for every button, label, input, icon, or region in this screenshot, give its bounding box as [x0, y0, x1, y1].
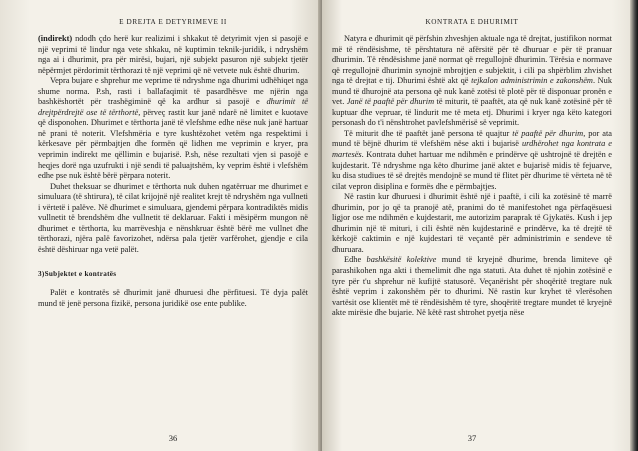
- right-body-text: [332, 34, 612, 319]
- scan-shadow-right: [630, 0, 638, 451]
- left-page-number: 36: [168, 433, 178, 443]
- left-running-header: E DREJTA E DETYRIMEVE II: [119, 18, 227, 26]
- left-paragraph-3: Duhet theksuar se dhurimet e tërthorta nuk duhen ngatërruar me dhurimet e simuluara (të shtirura), të cilat krijojnë një realitet krejt të ndryshëm nga vullneti i vërtetë i palëve. Në dhurimet e simuluara, gjendemi përpara kontradiktës midis vullnetit të brendshëm dhe vullnetit të deklaruar. Fakti i mësipërm mungon në dhurimet e tërthorta, ku marrëveshja e nënshkruar është bërë me vullnet dhe tërthorazi, njëra palë favorizohet, ndërsa pala tjetër varfërohet, gjendje e cila është dëshiruar nga vetë palët.: [38, 181, 308, 254]
- right-running-header: KONTRATA E DHURIMIT: [425, 18, 519, 26]
- right-paragraph-3: Në rastin kur dhuruesi i dhurimit është një i paaftë, i cili ka zotësinë të marrë dhurimin, por jo që ta pranojë atë, pranimi do të manifestohet nga përfaqësuesi ligjor ose me ndihmën e kujdestarit, me autorizim paraprak të Gjykatës. Kush i jep dhurimin një të mituri, i cili është nën kujdestarinë e prindërve, ka të drejtë të kërkojë caktimin e një kujdestari të veçantë për administrimin e sendeve të dhuruara.: [332, 192, 612, 254]
- right-paragraph-1: Natyra e dhurimit që përfshin zhveshjen aktuale nga të drejtat, justifikon normat më të rëndësishme, të përshtatura në afërsitë për të dhuruar e për të pranuar dhurimin. Të rëndësishme janë normat që rregullojnë dhurimin. Tërësia e normave që rregullojnë dhurimin synojnë mbrojtjen e subjektit, i cili pa shpërblim zhvishet nga të drejtat e tij. Dhurimi është akt që tejkalon administrimin e zakonshëm. Nuk mund të dhurojnë ata persona që nuk kanë zotësi të plotë për të disponuar pronën e vet. Janë të paaftë për dhurim të miturit, të paaftët, ata që nuk kanë zotësinë për të kuptuar dhe vepruar, të lindurit me të meta etj. Dhurimi i kryer nga këto kategori personash do t'i nënshtrohet pavlefshmërisë së veprimit.: [332, 34, 613, 128]
- right-paragraph-2: Të miturit dhe të paaftët janë persona të quajtur të paaftë për dhurim, por ata mund të bëjnë dhurim të vlefshëm nëse akti i bujarisë urdhërohet nga kontrata e martesës. Kontrata duhet hartuar me ndihmën e prindërve që ushtrojnë të drejtën e kujdestarit. Të ndryshme nga këto dhurime janë aktet e bujarisë midis të fejuarve, ku disa studiues të së drejtës mendojnë se mund të flitet për dhurime të vërteta në të cilat vepron disiplina e formës dhe e përmbajtjes.: [332, 128, 613, 191]
- left-paragraph-1: (indirekt) ndodh çdo herë kur realizimi i shkakut të detyrimit vjen si pasojë e një veprimi të lindur nga vete shkaku, në kuptimin teknik-juridik, i ndryshëm nga ai i dhurimit, pra për mirësi, bujari, një subjekt pasuron një subjekt tjetër nëpërmjet përdorimit tërthorazi të një veprimi që në vetvete nuk është dhurim.: [38, 34, 308, 75]
- left-paragraph-4: Palët e kontratës së dhurimit janë dhuruesi dhe përfituesi. Të dyja palët mund të jenë persona fizikë, persona juridikë ose ente publike.: [38, 288, 308, 308]
- right-page-number: 37: [467, 433, 477, 443]
- left-body-text: [38, 34, 308, 309]
- section-heading: 3)Subjektet e kontratës: [38, 270, 117, 279]
- left-paragraph-2: Vepra bujare e shprehur me veprime të ndryshme nga dhurimi udhëhiqet nga shume norma. P.sh, rasti i ballafaqimit të pasardhësve me njërin nga bashkëshortët për trashëgiminë që ka ardhur si pasojë e dhurimit të drejtpërdrejtë ose të tërthortë, përveç rastit kur janë ndarë në limitet e kuotave që disponohen. Dhurimet e tërthorta janë të vlefshme edhe nëse nuk janë hartuar në prani të noterit. Vlefshmëria e tyre kushtëzohet vetëm nga respektimi i kërkesave për përmbajtjen dhe formën që lidhen me veprimin e kryer, pra veprimin indirekt me qëllimin e bujarisë. P.sh, nëse rezultati vjen si pasojë e heqjes dorë nga uzufrukti i një sendi të paluajtshëm, ky veprim është i vlefshëm edhe pse nuk është bërë përpara noterit.: [38, 76, 308, 181]
- indirect-term: (indirekt): [38, 34, 73, 43]
- right-paragraph-4: Edhe bashkësitë kolektive mund të kryejnë dhurime, brenda limiteve që parashikohen nga akti i themelimit dhe nga statuti. Ata duhet të njohin zotësinë e tyre për t'u shprehur në kufijtë statusorë. Veçanërisht për shoqëritë tregtare nuk është veprim i zakonshëm për to dhurimi. Në rastin kur kryhet të vlerësohen vartësit ose klientët më të rëndësishëm të tyre, shoqëritë tregtare mundet të kryejnë akte mirësie dhe bujarie. Në këtë rast shtrohet pyetja nëse: [332, 255, 612, 318]
- right-page: [322, 0, 638, 451]
